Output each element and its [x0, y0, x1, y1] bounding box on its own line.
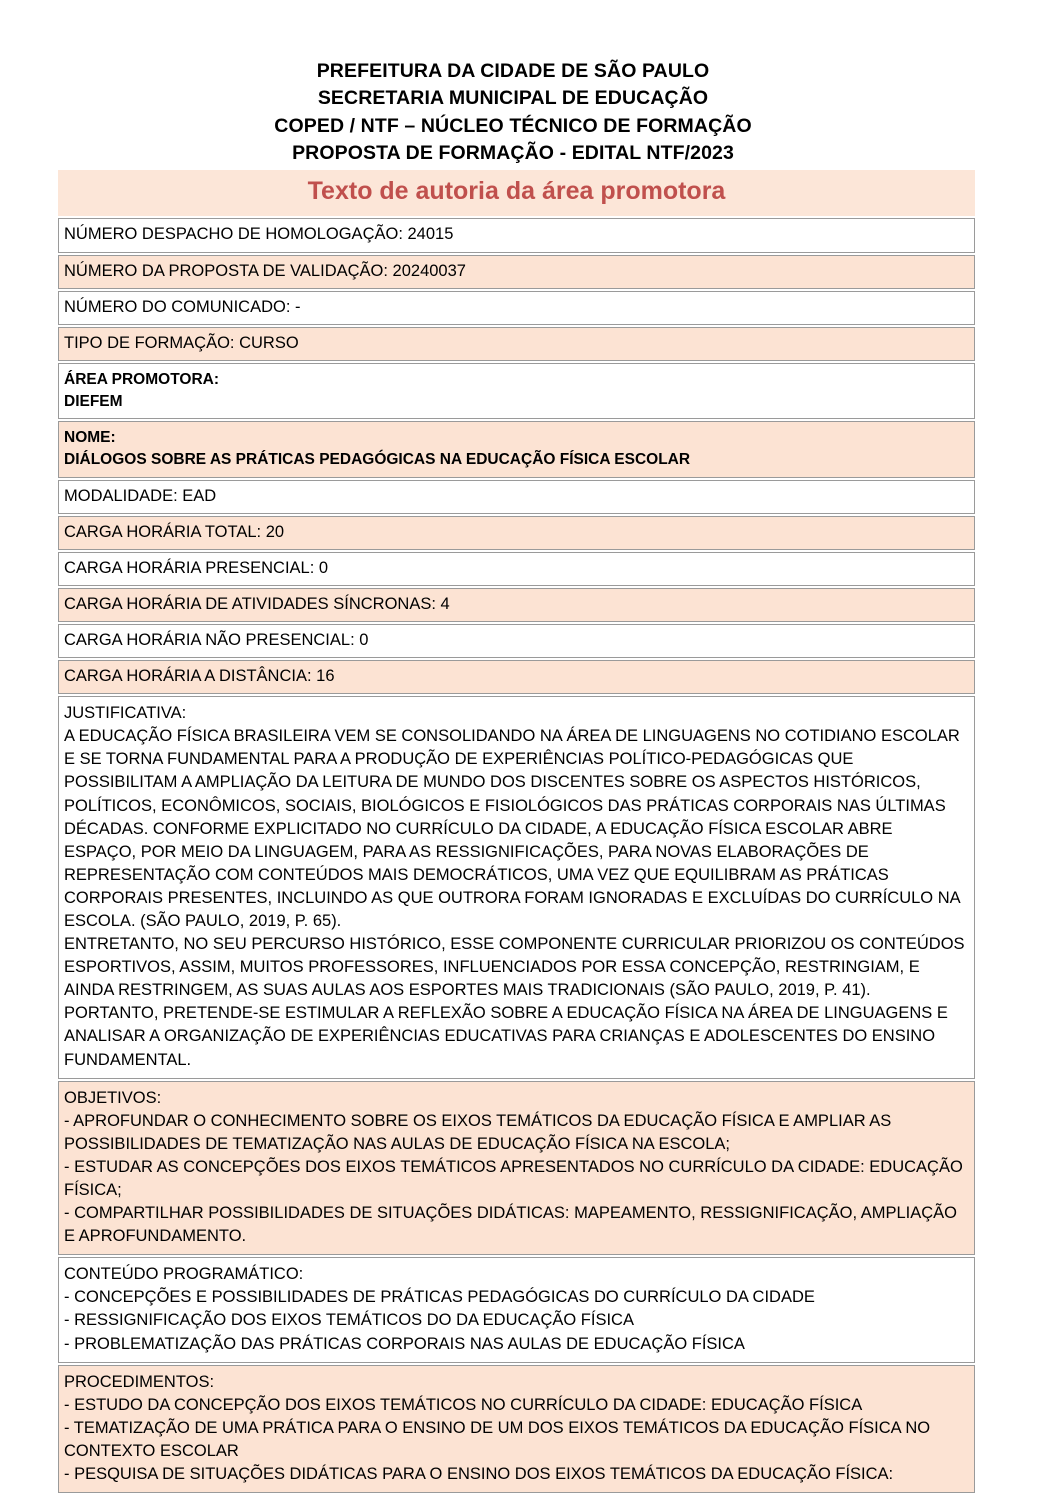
form-text-justificativa-2: ENTRETANTO, NO SEU PERCURSO HISTÓRICO, ESSE COMPONENTE CURRICULAR PRIORIZOU OS CONTEÚDOS ESPORTIVOS, ASSIM, MUITOS PROFESSORES, INFLUENCIADOS POR ESSA CONCEPÇÃO, RESTRINGIAM, E AINDA RESTRINGEM, AS SUAS AULAS AOS ESPORTES MAIS TRADICIONAIS (SÃO PAULO, 2019, P. 41). PORTANTO, PRETENDE-SE ESTIMULAR A REFLEXÃO SOBRE A EDUCAÇÃO FÍSICA NA ÁREA DE LINGUAGENS E ANALISAR A ORGANIZAÇÃO DE EXPERIÊNCIAS EDUCATIVAS PARA CRIANÇAS E ADOLESCENTES DO ENSINO FUNDAMENTAL. [64, 935, 965, 1069]
form-text-carga-horaria-nao-presencial-0: CARGA HORÁRIA NÃO PRESENCIAL: 0 [64, 630, 369, 649]
header-line-3: COPED / NTF – NÚCLEO TÉCNICO DE FORMAÇÃO [274, 114, 752, 137]
form-cell-numero-despacho-homologacao [58, 218, 975, 252]
form-text-area-promotora-0: ÁREA PROMOTORA: [64, 370, 219, 388]
form-text-procedimentos-3: - PESQUISA DE SITUAÇÕES DIDÁTICAS PARA O ENSINO DOS EIXOS TEMÁTICOS DA EDUCAÇÃO FÍSICA: [64, 1465, 894, 1484]
form-text-carga-horaria-presencial-0: CARGA HORÁRIA PRESENCIAL: 0 [64, 558, 329, 577]
form-row-carga-horaria-atividades-sincronas [58, 588, 975, 622]
proposal-form-body [58, 218, 975, 1493]
form-text-nome-0: NOME: [64, 429, 116, 447]
form-row-carga-horaria-nao-presencial [58, 624, 975, 658]
form-cell-justificativa [58, 696, 975, 1079]
form-row-carga-horaria-total [58, 516, 975, 550]
form-cell-procedimentos [58, 1365, 975, 1493]
form-row-numero-despacho-homologacao [58, 218, 975, 252]
form-text-conteudo-programatico-1: - CONCEPÇÕES E POSSIBILIDADES DE PRÁTICAS PEDAGÓGICAS DO CURRÍCULO DA CIDADE [64, 1288, 815, 1307]
document-header [58, 58, 984, 167]
header-line-2: SECRETARIA MUNICIPAL DE EDUCAÇÃO [317, 87, 709, 110]
authorship-banner: Texto de autoria da área promotora [58, 170, 975, 216]
form-row-nome [58, 421, 975, 477]
form-cell-area-promotora [58, 363, 975, 419]
form-row-procedimentos [58, 1365, 975, 1493]
form-text-numero-despacho-homologacao-0: NÚMERO DESPACHO DE HOMOLOGAÇÃO: 24015 [64, 225, 454, 244]
form-text-objetivos-0: OBJETIVOS: [64, 1088, 162, 1107]
form-text-objetivos-3: - COMPARTILHAR POSSIBILIDADES DE SITUAÇÕES DIDÁTICAS: MAPEAMENTO, RESSIGNIFICAÇÃO, AMPLIAÇÃO E APROFUNDAMENTO. [64, 1204, 958, 1246]
form-cell-carga-horaria-presencial [58, 552, 975, 586]
form-cell-modalidade [58, 480, 975, 514]
form-row-carga-horaria-presencial [58, 552, 975, 586]
form-cell-carga-horaria-a-distancia [58, 660, 975, 694]
form-text-modalidade-0: MODALIDADE: EAD [64, 486, 217, 505]
form-text-objetivos-2: - ESTUDAR AS CONCEPÇÕES DOS EIXOS TEMÁTICOS APRESENTADOS NO CURRÍCULO DA CIDADE: EDUCAÇÃO FÍSICA; [64, 1157, 963, 1199]
form-cell-tipo-de-formacao [58, 327, 975, 361]
form-text-numero-proposta-validacao-0: NÚMERO DA PROPOSTA DE VALIDAÇÃO: 20240037 [64, 261, 466, 280]
form-text-area-promotora-1: DIEFEM [64, 392, 123, 410]
form-text-procedimentos-1: - ESTUDO DA CONCEPÇÃO DOS EIXOS TEMÁTICOS NO CURRÍCULO DA CIDADE: EDUCAÇÃO FÍSICA [64, 1395, 863, 1414]
form-text-nome-1: DIÁLOGOS SOBRE AS PRÁTICAS PEDAGÓGICAS NA EDUCAÇÃO FÍSICA ESCOLAR [64, 450, 691, 468]
form-row-area-promotora [58, 363, 975, 419]
proposal-form-table [58, 216, 975, 1495]
form-cell-numero-comunicado [58, 291, 975, 325]
form-text-tipo-de-formacao-0: TIPO DE FORMAÇÃO: CURSO [64, 333, 299, 352]
form-text-justificativa-1: A EDUCAÇÃO FÍSICA BRASILEIRA VEM SE CONSOLIDANDO NA ÁREA DE LINGUAGENS NO COTIDIANO ESCOLAR E SE TORNA FUNDAMENTAL PARA A PRODUÇÃO DE EXPERIÊNCIAS POLÍTICO-PEDAGÓGICAS QUE POSSIBILITAM A AMPLIAÇÃO DA LEITURA DE MUNDO DOS DISCENTES SOBRE OS ASPECTOS HISTÓRICOS, POLÍTICOS, ECONÔMICOS, SOCIAIS, BIOLÓGICOS E FISIOLÓGICOS DAS PRÁTICAS CORPORAIS NAS ÚLTIMAS DÉCADAS. CONFORME EXPLICITADO NO CURRÍCULO DA CIDADE, A EDUCAÇÃO FÍSICA ESCOLAR ABRE ESPAÇO, POR MEIO DA LINGUAGEM, PARA AS RESSIGNIFICAÇÕES, PARA NOVAS ELABORAÇÕES DE REPRESENTAÇÃO COM CONTEÚDOS MAIS DEMOCRÁTICOS, UMA VEZ QUE EQUILIBRAM AS PRÁTICAS CORPORAIS PRESENTES, INCLUINDO AS QUE OUTRORA FORAM IGNORADAS E EXCLUÍDAS DO CURRÍCULO NA ESCOLA. (SÃO PAULO, 2019, P. 65). [64, 727, 960, 930]
form-cell-conteudo-programatico [58, 1257, 975, 1362]
form-text-carga-horaria-a-distancia-0: CARGA HORÁRIA A DISTÂNCIA: 16 [64, 667, 335, 686]
form-row-tipo-de-formacao [58, 327, 975, 361]
form-text-carga-horaria-total-0: CARGA HORÁRIA TOTAL: 20 [64, 522, 285, 541]
form-row-modalidade [58, 480, 975, 514]
form-cell-carga-horaria-atividades-sincronas [58, 588, 975, 622]
form-row-objetivos [58, 1081, 975, 1256]
form-text-numero-comunicado-0: NÚMERO DO COMUNICADO: - [64, 297, 301, 316]
form-cell-numero-proposta-validacao [58, 255, 975, 289]
form-row-numero-proposta-validacao [58, 255, 975, 289]
header-line-1: PREFEITURA DA CIDADE DE SÃO PAULO [316, 60, 710, 82]
form-text-conteudo-programatico-0: CONTEÚDO PROGRAMÁTICO: [64, 1265, 304, 1284]
header-line-4: PROPOSTA DE FORMAÇÃO - EDITAL NTF/2023 [292, 141, 734, 164]
form-cell-carga-horaria-nao-presencial [58, 624, 975, 658]
form-text-objetivos-1: - APROFUNDAR O CONHECIMENTO SOBRE OS EIXOS TEMÁTICOS DA EDUCAÇÃO FÍSICA E AMPLIAR AS POSSIBILIDADES DE TEMATIZAÇÃO NAS AULAS DE EDUCAÇÃO FÍSICA NA ESCOLA; [64, 1111, 892, 1153]
form-text-procedimentos-2: - TEMATIZAÇÃO DE UMA PRÁTICA PARA O ENSINO DE UM DOS EIXOS TEMÁTICOS DA EDUCAÇÃO FÍSICA NO CONTEXTO ESCOLAR [64, 1418, 931, 1460]
form-text-conteudo-programatico-2: - RESSIGNIFICAÇÃO DOS EIXOS TEMÁTICOS DO DA EDUCAÇÃO FÍSICA [64, 1311, 634, 1330]
form-cell-nome [58, 421, 975, 477]
form-text-justificativa-0: JUSTIFICATIVA: [64, 704, 187, 723]
form-row-justificativa [58, 696, 975, 1079]
form-row-carga-horaria-a-distancia [58, 660, 975, 694]
form-cell-objetivos [58, 1081, 975, 1256]
form-cell-carga-horaria-total [58, 516, 975, 550]
form-text-carga-horaria-atividades-sincronas-0: CARGA HORÁRIA DE ATIVIDADES SÍNCRONAS: 4 [64, 594, 450, 613]
form-text-conteudo-programatico-3: - PROBLEMATIZAÇÃO DAS PRÁTICAS CORPORAIS NAS AULAS DE EDUCAÇÃO FÍSICA [64, 1334, 745, 1353]
form-row-numero-comunicado [58, 291, 975, 325]
form-text-procedimentos-0: PROCEDIMENTOS: [64, 1372, 215, 1391]
form-row-conteudo-programatico [58, 1257, 975, 1362]
